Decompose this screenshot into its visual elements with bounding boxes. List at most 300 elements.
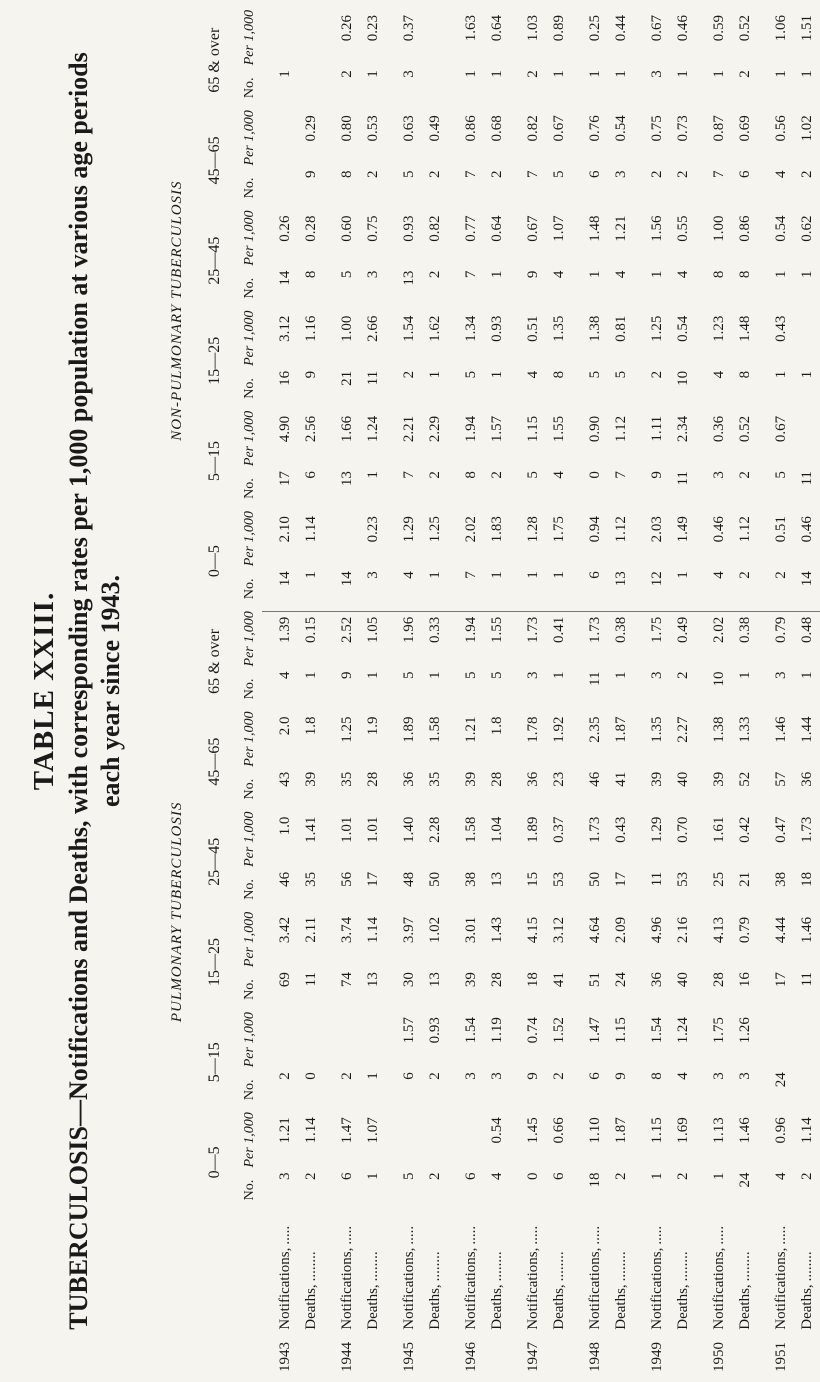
cell-rate: 0.86 (736, 215, 753, 242)
cell-rate: 1.89 (400, 716, 417, 743)
cell-rate: 2.16 (674, 916, 691, 944)
age-group-p-1: 5—15 (206, 1042, 223, 1083)
cell-rate: 1.55 (484, 611, 510, 666)
cell-rate: 1.73 (572, 611, 608, 666)
age-group-header-row (194, 10, 224, 1372)
cell-rate: 1.62 (426, 315, 443, 342)
cell-number: 14 (338, 571, 355, 587)
cell-rate: 1.48 (586, 215, 603, 242)
cell-number: 5 (550, 170, 567, 178)
row-type: Deaths, (550, 1284, 567, 1330)
cell-number: 4 (276, 671, 293, 679)
cell-rate: 0.26 (338, 15, 355, 42)
cell-number: 43 (276, 771, 293, 787)
cell-number: 1 (586, 270, 603, 279)
cell-rate: 2.11 (302, 916, 319, 943)
cell-number: 3 (524, 671, 541, 679)
cell-number: 5 (338, 270, 355, 279)
cell-number: 2 (798, 170, 815, 178)
cell-rate: 1.24 (364, 415, 381, 443)
cell-rate: 1.15 (648, 1117, 665, 1144)
row-type: Notifications, (772, 1247, 789, 1330)
cell-number: 2 (648, 170, 665, 178)
cell-rate (324, 1012, 360, 1067)
cell-rate: 1.02 (798, 115, 815, 142)
table-row (386, 10, 422, 1372)
row-leader-dots: ........ (736, 1251, 753, 1282)
cell-number: 3 (710, 1072, 727, 1080)
cell-rate: 2.35 (586, 716, 603, 743)
cell-rate: 0.69 (736, 115, 753, 142)
cell-number: 38 (772, 871, 789, 887)
cell-rate: 2.0 (276, 716, 293, 736)
cell-rate: 4.64 (586, 916, 603, 944)
row-year (484, 1330, 510, 1372)
cell-rate: 1.21 (462, 716, 479, 743)
row-label (732, 1212, 758, 1329)
cell-number: 2 (648, 370, 665, 379)
cell-number: 18 (586, 1172, 603, 1188)
cell-rate: 0.54 (488, 1117, 505, 1144)
col-no-header: No. (242, 578, 257, 600)
col-per-header: Per 1,000 (242, 1112, 257, 1168)
age-group-n-1: 5—15 (206, 440, 223, 481)
row-year (608, 1330, 634, 1372)
cell-rate: 1.58 (462, 816, 479, 843)
row-leader-dots: ..... (276, 1225, 293, 1245)
cell-number: 3 (364, 571, 381, 579)
table-row (572, 10, 608, 1372)
cell-rate: 0.67 (648, 15, 665, 42)
cell-rate: 0.82 (426, 215, 443, 242)
col-no-header: No. (242, 1079, 257, 1101)
cell-rate: 0.73 (674, 115, 691, 142)
cell-number: 2 (426, 471, 443, 479)
cell-rate: 1.69 (674, 1117, 691, 1144)
cell-rate: 1.16 (302, 315, 319, 342)
cell-number: 17 (364, 871, 381, 887)
column-subheader-row (224, 10, 262, 1372)
cell-rate: 0.23 (364, 15, 381, 42)
cell-number: 48 (400, 871, 417, 887)
cell-rate: 2.29 (426, 415, 443, 443)
cell-number: 57 (772, 771, 789, 787)
row-year: 1945 (400, 1342, 417, 1372)
cell-rate: 1.94 (462, 415, 479, 443)
cell-number: 6 (736, 170, 753, 178)
cell-rate: 0.55 (674, 215, 691, 242)
cell-number: 4 (488, 1172, 505, 1180)
cell-rate: 2.27 (674, 716, 691, 743)
cell-rate: 0.53 (364, 115, 381, 142)
cell-rate: 1.38 (710, 716, 727, 743)
row-year: 1948 (586, 1342, 603, 1372)
cell-number (794, 1067, 820, 1112)
cell-number: 3 (364, 270, 381, 279)
cell-number: 39 (302, 771, 319, 787)
cell-rate: 1.41 (302, 816, 319, 843)
cell-rate: 2.56 (302, 415, 319, 443)
cell-rate: 0.54 (674, 315, 691, 342)
row-label (448, 1212, 484, 1329)
cell-number: 3 (276, 1172, 293, 1180)
age-group-p-0: 0—5 (206, 1146, 223, 1179)
cell-rate: 4.13 (710, 916, 727, 944)
cell-rate: 1.33 (736, 716, 753, 743)
table-row (696, 10, 732, 1372)
cell-number: 8 (648, 1072, 665, 1080)
cell-number: 1 (648, 270, 665, 279)
cell-number: 5 (462, 370, 479, 379)
cell-number: 1 (364, 1072, 381, 1080)
cell-number: 24 (612, 972, 629, 988)
cell-number: 1 (426, 370, 443, 379)
cell-number: 40 (674, 972, 691, 988)
cell-rate: 4.90 (276, 415, 293, 443)
cell-number: 3 (710, 471, 727, 479)
cell-rate: 1.10 (586, 1117, 603, 1144)
cell-number: 1 (488, 70, 505, 78)
cell-number: 39 (462, 771, 479, 787)
row-year: 1943 (276, 1342, 293, 1372)
cell-rate: 0.90 (586, 415, 603, 443)
cell-rate: 1.92 (550, 716, 567, 743)
cell-rate (298, 1012, 324, 1067)
col-per-header: Per 1,000 (242, 10, 257, 66)
col-per-header: Per 1,000 (242, 611, 257, 667)
cell-number: 4 (710, 370, 727, 379)
cell-rate (262, 110, 298, 165)
cell-number: 28 (710, 972, 727, 988)
cell-rate: 0.67 (550, 115, 567, 142)
cell-number: 8 (302, 270, 319, 279)
cell-rate: 1.13 (710, 1117, 727, 1144)
cell-number: 8 (550, 370, 567, 379)
cell-rate: 0.60 (338, 215, 355, 242)
cell-rate (448, 1112, 484, 1167)
cell-rate: 1.14 (798, 1117, 815, 1144)
cell-rate: 0.26 (276, 215, 293, 242)
cell-rate: 1.52 (550, 1017, 567, 1044)
row-label (608, 1212, 634, 1329)
cell-number: 1 (710, 1172, 727, 1180)
cell-rate (422, 10, 448, 65)
cell-rate: 0.75 (364, 215, 381, 242)
row-type: Notifications, (338, 1247, 355, 1330)
cell-rate: 0.75 (648, 115, 665, 142)
cell-rate: 0.56 (772, 115, 789, 142)
cell-rate: 1.14 (302, 1117, 319, 1144)
cell-rate: 0.64 (488, 215, 505, 242)
cell-rate: 1.01 (338, 816, 355, 843)
cell-number: 69 (276, 972, 293, 988)
cell-number: 2 (550, 1072, 567, 1080)
cell-rate: 0.76 (586, 115, 603, 142)
cell-rate: 0.46 (710, 516, 727, 543)
cell-rate: 0.70 (674, 816, 691, 843)
age-group-n-2: 15—25 (206, 336, 223, 385)
row-label (324, 1212, 360, 1329)
cell-number: 4 (400, 571, 417, 579)
cell-rate: 1.58 (426, 716, 443, 743)
cell-rate: 1.54 (400, 315, 417, 342)
cell-rate: 1.73 (510, 611, 546, 666)
row-label (484, 1212, 510, 1329)
cell-rate: 4.44 (772, 916, 789, 944)
row-leader-dots: ........ (364, 1251, 381, 1282)
cell-number: 1 (586, 70, 603, 78)
cell-rate (794, 1012, 820, 1067)
cell-rate: 0.67 (772, 415, 789, 443)
table-row (794, 10, 820, 1372)
cell-rate: 1.46 (736, 1117, 753, 1144)
cell-number: 41 (612, 771, 629, 787)
table-row (546, 10, 572, 1372)
cell-number: 7 (710, 170, 727, 178)
cell-number: 1 (612, 70, 629, 78)
cell-number: 1 (798, 671, 815, 679)
table-row (360, 10, 386, 1372)
cell-number: 11 (648, 871, 665, 887)
row-leader-dots: ..... (462, 1225, 479, 1245)
cell-rate: 1.43 (488, 916, 505, 944)
cell-number: 2 (400, 370, 417, 379)
cell-number: 16 (736, 972, 753, 988)
cell-number: 0 (586, 471, 603, 479)
table-subtitle-line1: TUBERCULOSIS—Notifications and Deaths, with corresponding rates per 1,000 population at various age periods (64, 52, 93, 1330)
cell-number: 2 (736, 471, 753, 479)
cell-rate: 1.03 (524, 15, 541, 42)
table-row (298, 10, 324, 1372)
cell-rate: 1.66 (338, 415, 355, 443)
row-type: Notifications, (462, 1247, 479, 1330)
cell-number: 46 (276, 871, 293, 887)
cell-rate (298, 10, 324, 65)
cell-number: 39 (648, 771, 665, 787)
cell-rate: 0.38 (608, 611, 634, 666)
cell-rate: 1.61 (710, 816, 727, 843)
cell-rate: 1.35 (550, 315, 567, 342)
cell-rate: 0.43 (612, 816, 629, 843)
cell-number: 18 (524, 972, 541, 988)
cell-number: 2 (674, 170, 691, 178)
row-year: 1950 (710, 1342, 727, 1372)
cell-number: 2 (798, 1172, 815, 1180)
cell-number: 1 (772, 70, 789, 78)
cell-number: 1 (488, 571, 505, 579)
cell-rate: 2.09 (612, 916, 629, 944)
cell-rate: 1.46 (798, 916, 815, 944)
cell-rate: 0.96 (772, 1117, 789, 1144)
cell-number: 1 (462, 70, 479, 78)
cell-number: 1 (772, 270, 789, 279)
cell-rate: 0.87 (710, 115, 727, 142)
cell-rate: 0.47 (772, 816, 789, 843)
cell-number: 8 (462, 471, 479, 479)
cell-rate: 1.9 (364, 716, 381, 736)
cell-number: 15 (524, 871, 541, 887)
cell-number: 2 (736, 571, 753, 579)
cell-number: 0 (302, 1072, 319, 1080)
cell-rate: 1.04 (488, 816, 505, 843)
cell-rate (262, 1012, 298, 1067)
cell-number: 1 (364, 671, 381, 679)
cell-rate: 1.12 (612, 415, 629, 443)
table-row (670, 10, 696, 1372)
cell-number: 1 (798, 370, 815, 379)
cell-rate: 4.96 (648, 916, 665, 944)
col-no-header: No. (242, 277, 257, 299)
cell-number: 2 (426, 1172, 443, 1180)
cell-number: 3 (612, 170, 629, 178)
cell-rate: 3.12 (550, 916, 567, 944)
cell-rate: 1.63 (462, 15, 479, 42)
cell-rate: 1.51 (798, 15, 815, 42)
cell-number: 1 (488, 370, 505, 379)
cell-number: 2 (772, 571, 789, 579)
table-row (484, 10, 510, 1372)
cell-number: 50 (426, 871, 443, 887)
cell-number: 21 (338, 370, 355, 386)
cell-rate: 0.51 (772, 516, 789, 543)
row-type: Deaths, (674, 1284, 691, 1330)
cell-rate: 1.35 (648, 716, 665, 743)
row-leader-dots: ........ (426, 1251, 443, 1282)
cell-number: 52 (736, 771, 753, 787)
cell-number: 7 (462, 170, 479, 178)
cell-number: 0 (524, 1172, 541, 1180)
table-row (634, 10, 670, 1372)
table-row (448, 10, 484, 1372)
cell-rate: 1.40 (400, 816, 417, 843)
cell-rate: 2.02 (696, 611, 732, 666)
cell-number: 1 (710, 70, 727, 78)
cell-number: 10 (710, 671, 727, 687)
cell-number: 11 (586, 671, 603, 686)
cell-rate: 0.67 (524, 215, 541, 242)
table-row (422, 10, 448, 1372)
cell-number: 1 (674, 571, 691, 579)
row-leader-dots: ........ (612, 1251, 629, 1282)
cell-number: 36 (798, 771, 815, 787)
row-type: Notifications, (400, 1247, 417, 1330)
row-label (696, 1212, 732, 1329)
cell-number: 2 (674, 1172, 691, 1180)
cell-rate: 1.8 (302, 716, 319, 736)
cell-number: 36 (648, 972, 665, 988)
cell-rate: 1.15 (612, 1017, 629, 1044)
cell-rate: 1.05 (360, 611, 386, 666)
cell-number: 8 (710, 270, 727, 279)
cell-rate: 1.48 (736, 315, 753, 342)
cell-rate: 1.38 (586, 315, 603, 342)
cell-rate: 0.43 (772, 315, 789, 342)
cell-number: 23 (550, 771, 567, 787)
cell-rate: 1.14 (302, 516, 319, 543)
row-leader-dots: ..... (586, 1225, 603, 1245)
cell-number: 2 (524, 70, 541, 78)
cell-rate: 3.12 (276, 315, 293, 342)
cell-number: 2 (488, 471, 505, 479)
row-type: Deaths, (798, 1284, 815, 1330)
cell-number: 56 (338, 871, 355, 887)
cell-rate: 0.46 (674, 15, 691, 42)
cell-rate (422, 1112, 448, 1167)
cell-number: 2 (302, 1172, 319, 1180)
cell-rate: 0.81 (612, 315, 629, 342)
cell-number: 6 (586, 571, 603, 579)
row-leader-dots: ..... (400, 1225, 417, 1245)
cell-rate: 1.25 (338, 716, 355, 743)
cell-number: 7 (462, 571, 479, 579)
cell-number: 40 (674, 771, 691, 787)
cell-rate: 0.86 (462, 115, 479, 142)
cell-rate: 0.52 (736, 15, 753, 42)
cell-number: 28 (488, 972, 505, 988)
cell-rate (386, 1112, 422, 1167)
cell-rate: 0.93 (426, 1017, 443, 1044)
cell-rate: 1.49 (674, 516, 691, 543)
cell-number: 3 (648, 70, 665, 78)
cell-number: 1 (550, 671, 567, 679)
cell-rate: 1.87 (612, 1117, 629, 1144)
cell-number: 4 (550, 471, 567, 479)
cell-rate: 0.51 (524, 315, 541, 342)
cell-rate: 0.66 (550, 1117, 567, 1144)
cell-rate: 0.79 (736, 916, 753, 944)
tuberculosis-table (160, 10, 820, 1372)
row-label (572, 1212, 608, 1329)
cell-number: 17 (276, 471, 293, 487)
cell-number: 35 (302, 871, 319, 887)
cell-rate: 1.26 (736, 1017, 753, 1044)
cell-rate: 2.02 (462, 516, 479, 543)
col-no-header: No. (242, 478, 257, 499)
cell-rate: 1.94 (448, 611, 484, 666)
cell-rate: 1.25 (426, 516, 443, 543)
cell-number: 9 (338, 671, 355, 679)
col-per-header: Per 1,000 (242, 511, 257, 567)
cell-number: 3 (400, 70, 417, 78)
cell-number: 14 (276, 571, 293, 587)
col-no-header: No. (242, 778, 257, 800)
cell-number: 8 (338, 170, 355, 178)
row-type: Deaths, (302, 1284, 319, 1330)
row-leader-dots: ..... (648, 1225, 665, 1245)
cell-rate: 0.49 (670, 611, 696, 666)
cell-number: 5 (586, 370, 603, 379)
cell-number: 1 (276, 70, 293, 78)
age-group-p-2: 15—25 (206, 937, 223, 986)
cell-rate: 1.21 (612, 215, 629, 242)
cell-number: 1 (364, 471, 381, 479)
cell-number: 7 (612, 471, 629, 479)
row-label (262, 1212, 298, 1329)
row-year: 1944 (338, 1342, 355, 1372)
cell-rate: 0.94 (586, 516, 603, 543)
cell-number: 4 (674, 1072, 691, 1080)
row-leader-dots: ..... (524, 1225, 541, 1245)
cell-number: 13 (400, 270, 417, 286)
table-title: TABLE XXIII. (28, 591, 60, 791)
row-type: Deaths, (488, 1284, 505, 1330)
cell-number: 1 (524, 571, 541, 579)
cell-number: 1 (488, 270, 505, 279)
age-group-n-3: 25—45 (206, 236, 223, 285)
cell-rate: 2.66 (364, 315, 381, 342)
cell-number: 5 (400, 1172, 417, 1180)
cell-number: 1 (302, 571, 319, 579)
